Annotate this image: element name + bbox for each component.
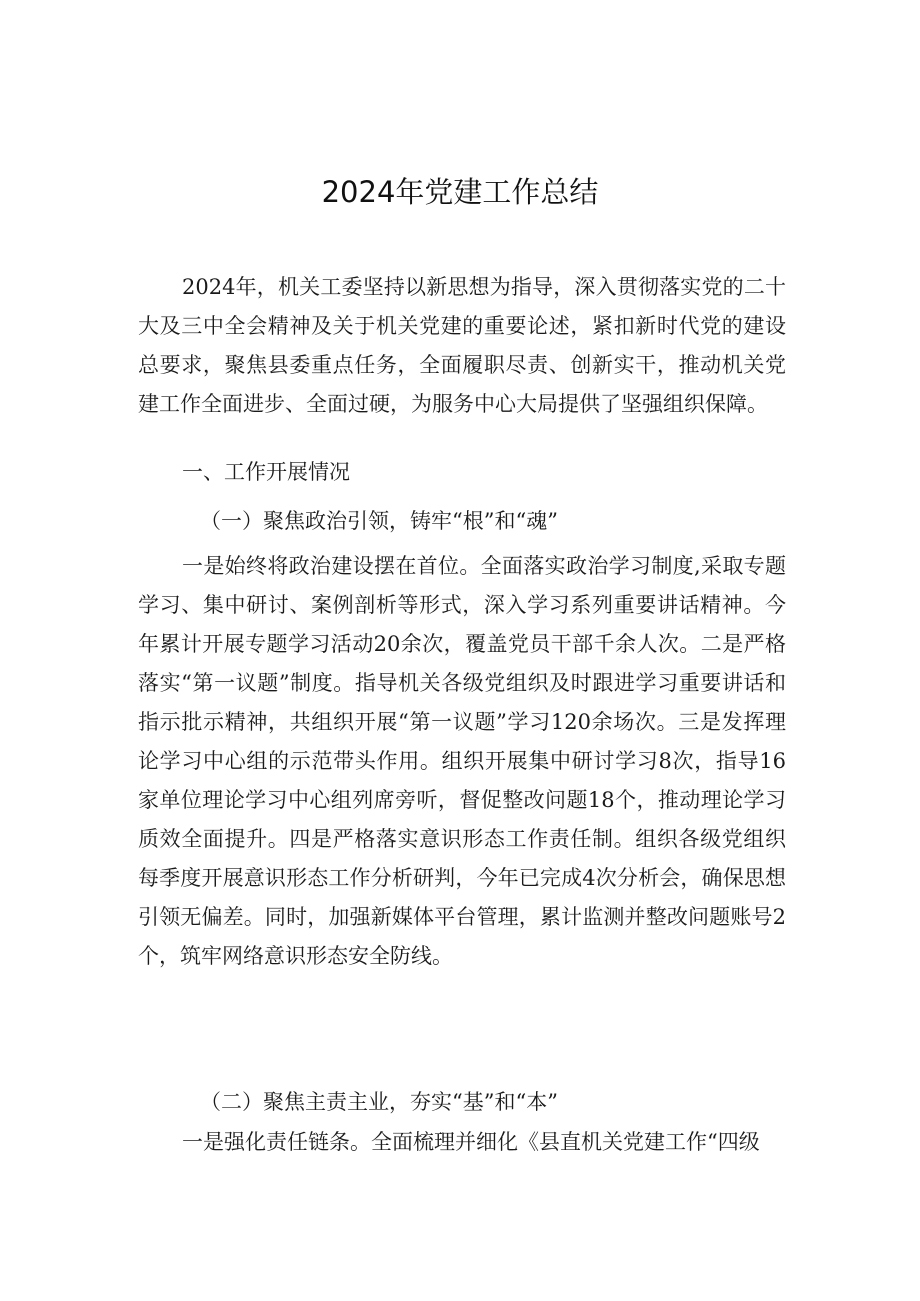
subsection-heading-2: （二）聚焦主责主业，夯实“基”和“本” bbox=[200, 1090, 558, 1114]
document-title: 2024年党建工作总结 bbox=[321, 175, 599, 209]
intro-paragraph: 2024年，机关工委坚持以新思想为指导，深入贯彻落实党的二十大及三中全会精神及关于机关党建的重要论述，紧扣新时代党的建设总要求，聚焦县委重点任务，全面履职尽责、创新实干，推动机关党建工作全面进步、全面过硬，为服务中心大局提供了坚强组织保障。 bbox=[138, 275, 786, 416]
subsection-heading-1: （一）聚焦政治引领，铸牢“根”和“魂” bbox=[200, 509, 558, 533]
subsection-1-paragraph: 一是始终将政治建设摆在首位。全面落实政治学习制度,采取专题学习、集中研讨、案例剖析等形式，深入学习系列重要讲话精神。今年累计开展专题学习活动20余次，覆盖党员干部千余人次。二是严格落实“第一议题”制度。指导机关各级党组织及时跟进学习重要讲话和指示批示精神，共组织开展“第一议题”学习120余场次。三是发挥理论学习中心组的示范带头作用。组织开展集中研讨学习8次，指导16家单位理论学习中心组列席旁听，督促整改问题18个，推动理论学习质效全面提升。四是严格落实意识形态工作责任制。组织各级党组织每季度开展意识形态工作分析研判，今年已完成4次分析会，确保思想引领无偏差。同时，加强新媒体平台管理，累计监测并整改问题账号2个，筑牢网络意识形态安全防线。 bbox=[138, 554, 786, 968]
section-heading-1: 一、工作开展情况 bbox=[182, 460, 350, 484]
subsection-2-paragraph: 一是强化责任链条。全面梳理并细化《县直机关党建工作“四级 bbox=[182, 1130, 760, 1154]
